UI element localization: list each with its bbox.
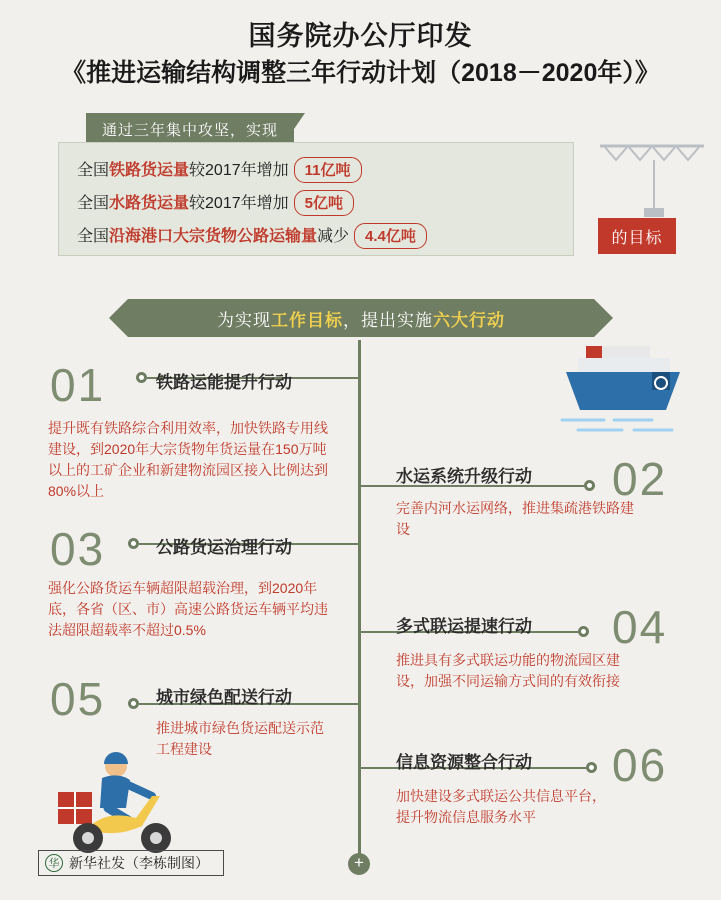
action-banner <box>128 299 594 337</box>
item-body-01: 提升既有铁路综合利用效率，加快铁路专用线建设，到2020年大宗货物年货运量在150万吨以上的工矿企业和新建物流园区接入比例达到80%以上 <box>48 420 328 499</box>
credit-box <box>38 850 224 876</box>
item-body-05: 推进城市绿色货运配送示范工程建设 <box>156 720 324 757</box>
goal-1-emphasis: 铁路货运量 <box>109 162 190 179</box>
action-banner-part2: ，提出实施 <box>343 310 433 330</box>
item-title-05: 城市绿色配送行动 <box>156 688 292 707</box>
item-title-04: 多式联运提速行动 <box>396 617 532 636</box>
container-label: 的目标 <box>598 218 676 254</box>
goal-3-emphasis: 沿海港口大宗货物公路运输量 <box>109 228 318 245</box>
item-body-04: 推进具有多式联运功能的物流园区建设，加强不同运输方式间的有效衔接 <box>396 652 620 689</box>
courier-scooter-icon <box>30 742 200 862</box>
goal-2-pill: 5亿吨 <box>294 190 354 216</box>
item-node-dot-05 <box>128 698 139 709</box>
action-banner-highlight1: 工作目标 <box>271 310 343 330</box>
page-title-line-1: 国务院办公厅印发 <box>248 21 473 51</box>
item-body-03: 强化公路货运车辆超限超载治理，到2020年底，各省（区、市）高速公路货运车辆平均违法超限超载率不超过0.5% <box>48 580 328 638</box>
goal-2-middle: 较2017年增加 <box>189 195 289 212</box>
goal-box <box>58 142 574 256</box>
banner-tag: 通过三年集中攻坚，实现 <box>86 113 294 147</box>
item-number-04: 04 <box>612 601 668 653</box>
item-body-02: 完善内河水运网络，推进集疏港铁路建设 <box>396 500 634 537</box>
item-title-02: 水运系统升级行动 <box>396 467 532 486</box>
goal-1-middle: 较2017年增加 <box>189 162 289 179</box>
item-body-06: 加快建设多式联运公共信息平台，提升物流信息服务水平 <box>396 788 606 825</box>
item-number-06: 06 <box>612 739 668 791</box>
item-number-03: 03 <box>50 523 106 575</box>
page-title-line-2: 《推进运输结构调整三年行动计划（2018－2020年）》 <box>61 59 660 87</box>
timeline-spine <box>358 340 361 862</box>
item-number-05: 05 <box>50 673 106 725</box>
goal-1-prefix: 全国 <box>77 162 110 179</box>
goal-line-2 <box>77 190 354 216</box>
item-node-dot-03 <box>128 538 139 549</box>
goal-1-pill: 11亿吨 <box>294 157 362 183</box>
goal-line-1 <box>77 157 362 183</box>
ship-icon <box>548 338 698 448</box>
action-banner-part1: 为实现 <box>217 310 271 330</box>
timeline-plus-icon: + <box>348 853 370 875</box>
xinhua-emblem-icon: 华 <box>45 854 63 872</box>
credit-text: 新华社发（李栋制图） <box>69 855 209 871</box>
action-banner-highlight2: 六大行动 <box>433 310 505 330</box>
item-title-01: 铁路运能提升行动 <box>156 373 292 392</box>
goal-2-prefix: 全国 <box>77 195 110 212</box>
goal-3-pill: 4.4亿吨 <box>354 223 427 249</box>
item-number-02: 02 <box>612 453 668 505</box>
item-title-06: 信息资源整合行动 <box>396 753 532 772</box>
item-node-dot-01 <box>136 372 147 383</box>
goal-line-3 <box>77 223 427 249</box>
goal-3-middle: 减少 <box>317 228 350 245</box>
goal-3-prefix: 全国 <box>77 228 110 245</box>
item-title-03: 公路货运治理行动 <box>156 538 292 557</box>
goal-2-emphasis: 水路货运量 <box>109 195 190 212</box>
item-number-01: 01 <box>50 359 106 411</box>
